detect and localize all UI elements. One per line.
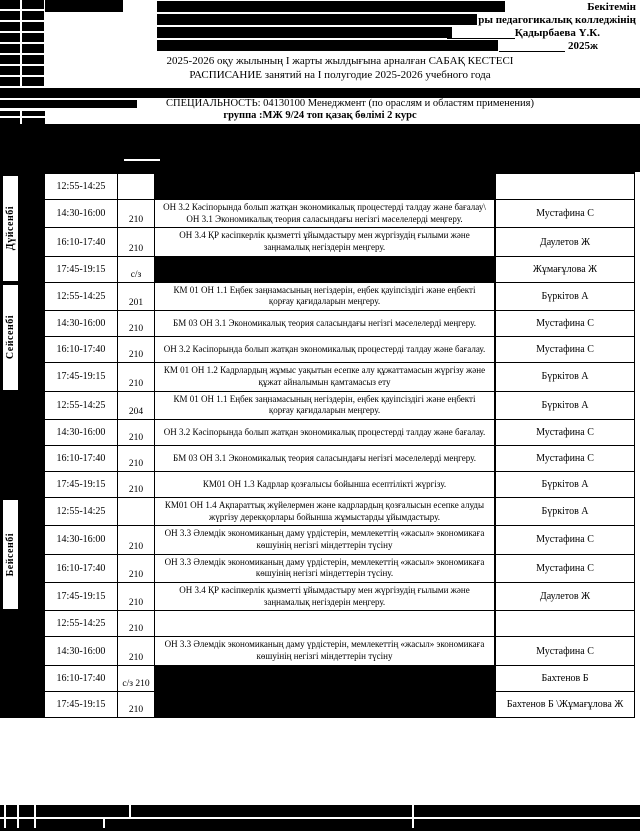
room-cell: 201	[118, 283, 155, 310]
room-cell: 210	[118, 446, 155, 471]
day-gutter	[0, 498, 45, 612]
redacted-bar	[157, 27, 452, 38]
room-cell	[118, 174, 155, 199]
teacher-cell: Бүркітов А	[496, 498, 635, 525]
time-cell: 17:45-19:15	[45, 257, 118, 282]
room-cell: 210	[118, 228, 155, 255]
day-block	[0, 392, 635, 498]
room-cell: 210	[118, 555, 155, 582]
course-cell	[155, 666, 496, 691]
redacted-header-grid	[0, 0, 44, 88]
teacher-cell: Бүркітов А	[496, 363, 635, 390]
room-cell: с/з 210	[118, 666, 155, 691]
table-row	[45, 555, 635, 583]
teacher-cell: Мустафина С	[496, 637, 635, 664]
course-cell: ОН 3.4 ҚР кәсіпкерлік қызметті ұйымдастыру мен жүргізудің ғылыми және заңнамалық негіздерін меңгеру.	[155, 228, 496, 255]
room-cell: 210	[118, 311, 155, 336]
table-row	[45, 472, 635, 498]
redacted-bar	[157, 14, 477, 25]
room-cell: 210	[118, 583, 155, 610]
day-gutter	[0, 283, 45, 392]
day-block	[0, 174, 635, 283]
course-cell	[155, 174, 496, 199]
course-cell: ОН 3.4 ҚР кәсіпкерлік қызметті ұйымдастыру мен жүргізудің ғылыми және заңнамалық негіздерін меңгеру.	[155, 583, 496, 610]
table-row	[45, 174, 635, 200]
course-cell: КМ01 ОН 1.4 Ақпараттық жүйелермен және кадрлардың қозғалысын есепке алуды жүргізу дерекқорлары бойынша жұмыстарды ұйымдастыру.	[155, 498, 496, 525]
room-cell: 204	[118, 392, 155, 419]
specialty-line: СПЕЦИАЛЬНОСТЬ: 04130100 Менеджмент (по ораслям и областям применения)	[165, 98, 534, 109]
course-cell: ОН 3.2 Кәсіпорында болып жатқан экономикалық процестерді талдау және бағалау.	[155, 420, 496, 445]
course-cell: БМ 03 ОН 3.1 Экономикалық теория саласындағы негізгі мәселелерді меңгеру.	[155, 311, 496, 336]
room-cell: 210	[118, 363, 155, 390]
table-row	[45, 337, 635, 363]
room-cell: с/з	[118, 257, 155, 282]
group-line: группа :МЖ 9/24 топ қазақ бөлімі 2 курс	[223, 110, 417, 121]
teacher-cell: Даулетов Ж	[496, 583, 635, 610]
teacher-cell: Мустафина С	[496, 555, 635, 582]
course-cell: КМ 01 ОН 1.1 Еңбек заңнамасының негіздерін, еңбек қауіпсіздігі және еңбекті қорғау қағидаларын меңгеру.	[155, 283, 496, 310]
table-row	[45, 283, 635, 311]
room-cell: 210	[118, 420, 155, 445]
time-cell: 12:55-14:25	[45, 611, 118, 636]
course-cell	[155, 692, 496, 717]
teacher-cell: Бүркітов А	[496, 392, 635, 419]
table-row	[45, 257, 635, 283]
time-cell: 17:45-19:15	[45, 692, 118, 717]
course-cell: ОН 3.3 Әлемдік экономиканың даму үрдістерін, мемлекеттің «жасыл» экономикаға көшуінің негізгі міндеттерін түсіну.	[155, 555, 496, 582]
date-line: " 2025ж	[493, 40, 598, 52]
table-row	[45, 420, 635, 446]
room-cell	[118, 498, 155, 525]
table-row	[45, 363, 635, 391]
table-row	[45, 392, 635, 420]
day-gutter	[0, 611, 45, 717]
course-cell: ОН 3.2 Кәсіпорында болып жатқан экономикалық процестерді талдау және бағалау\ ОН 3.1 Экономикалық теория саласындағы негізгі мәселелерді меңгеру.	[155, 200, 496, 227]
room-cell: 210	[118, 611, 155, 636]
table-row	[45, 200, 635, 228]
title-kazakh: 2025-2026 оқу жылының І жарты жылдығына арналған САБАҚ КЕСТЕСІ	[166, 55, 514, 67]
course-cell: КМ01 ОН 1.3 Кадрлар қозғалысы бойынша есептілікті жүргізу.	[155, 472, 496, 497]
course-cell: КМ 01 ОН 1.1 Еңбек заңнамасының негіздерін, еңбек қауіпсіздігі және еңбекті қорғау қағидаларын меңгеру.	[155, 392, 496, 419]
document-header	[0, 0, 640, 124]
course-cell: ОН 3.3 Әлемдік экономиканың даму үрдістерін, мемлекеттің «жасыл» экономикаға көшуінің негізгі міндеттерін түсіну	[155, 637, 496, 664]
time-cell: 16:10-17:40	[45, 666, 118, 691]
redacted-table-header	[0, 124, 640, 172]
teacher-cell: Бүркітов А	[496, 472, 635, 497]
course-cell: ОН 3.3 Әлемдік экономиканың даму үрдістерін, мемлекеттің «жасыл» экономикаға көшуінің негізгі міндеттерін түсіну	[155, 526, 496, 553]
teacher-cell: Жұмағұлова Ж	[496, 257, 635, 282]
redacted-bar	[0, 88, 640, 98]
table-row	[45, 228, 635, 256]
room-cell: 210	[118, 526, 155, 553]
document-titles	[60, 55, 620, 81]
course-cell: БМ 03 ОН 3.1 Экономикалық теория саласындағы негізгі мәселелерді меңгеру.	[155, 446, 496, 471]
time-cell: 14:30-16:00	[45, 637, 118, 664]
day-block	[0, 498, 635, 612]
college-line: ры педагогикалық колледжінің	[478, 14, 636, 26]
table-row	[45, 611, 635, 637]
day-label: Бейсенбі	[3, 500, 18, 610]
redacted-signature-row	[0, 819, 640, 828]
teacher-cell: Мустафина С	[496, 526, 635, 553]
table-row	[45, 446, 635, 472]
time-cell: 14:30-16:00	[45, 526, 118, 553]
redacted-bar	[157, 40, 498, 51]
day-label: Дүйсенбі	[3, 176, 18, 281]
teacher-cell: Мустафина С	[496, 311, 635, 336]
course-cell: ОН 3.2 Кәсіпорында болып жатқан экономикалық процестерді талдау және бағалау.	[155, 337, 496, 362]
day-block	[0, 611, 635, 717]
teacher-cell: Бүркітов А	[496, 283, 635, 310]
approve-word: Бекітемін	[587, 1, 636, 13]
blank-underline	[124, 159, 160, 161]
day-block	[0, 283, 635, 392]
time-cell: 14:30-16:00	[45, 200, 118, 227]
teacher-cell	[496, 611, 635, 636]
time-cell: 16:10-17:40	[45, 446, 118, 471]
table-row	[45, 311, 635, 337]
table-row	[45, 666, 635, 692]
title-russian: РАСПИСАНИЕ занятий на І полугодие 2025-2026 учебного года	[189, 69, 491, 81]
time-cell: 12:55-14:25	[45, 498, 118, 525]
teacher-cell: Мустафина С	[496, 446, 635, 471]
day-gutter	[0, 392, 45, 498]
teacher-cell: Мустафина С	[496, 420, 635, 445]
table-row	[45, 498, 635, 526]
day-gutter	[0, 174, 45, 283]
table-row	[45, 692, 635, 718]
teacher-cell: Даулетов Ж	[496, 228, 635, 255]
table-row	[45, 637, 635, 665]
teacher-cell: Бахтенов Б \Жұмағұлова Ж	[496, 692, 635, 717]
room-cell: 210	[118, 637, 155, 664]
teacher-cell: Мустафина С	[496, 200, 635, 227]
time-cell: 17:45-19:15	[45, 583, 118, 610]
room-cell: 210	[118, 692, 155, 717]
time-cell: 16:10-17:40	[45, 555, 118, 582]
timetable	[0, 172, 635, 718]
redacted-box	[45, 0, 123, 12]
course-cell	[155, 257, 496, 282]
room-cell: 210	[118, 337, 155, 362]
time-cell: 14:30-16:00	[45, 311, 118, 336]
time-cell: 17:45-19:15	[45, 472, 118, 497]
redacted-bar	[157, 1, 505, 12]
redacted-boxes	[0, 111, 45, 124]
director-sign-line: Қадырбаева Ү.К.	[447, 27, 600, 39]
time-cell: 16:10-17:40	[45, 337, 118, 362]
table-row	[45, 583, 635, 611]
room-cell: 210	[118, 472, 155, 497]
time-cell: 12:55-14:25	[45, 392, 118, 419]
time-cell: 14:30-16:00	[45, 420, 118, 445]
teacher-cell: Мустафина С	[496, 337, 635, 362]
teacher-cell: Бахтенов Б	[496, 666, 635, 691]
room-cell: 210	[118, 200, 155, 227]
table-row	[45, 526, 635, 554]
course-cell	[155, 611, 496, 636]
teacher-cell	[496, 174, 635, 199]
time-cell: 12:55-14:25	[45, 283, 118, 310]
time-cell: 17:45-19:15	[45, 363, 118, 390]
course-cell: КМ 01 ОН 1.2 Кадрлардың жұмыс уақытын есепке алу құжаттамасын жүргізу және құжат айналымын қамтамасыз ету	[155, 363, 496, 390]
day-label: Сейсенбі	[3, 285, 18, 390]
time-cell: 16:10-17:40	[45, 228, 118, 255]
redacted-signature-row	[0, 805, 640, 817]
time-cell: 12:55-14:25	[45, 174, 118, 199]
